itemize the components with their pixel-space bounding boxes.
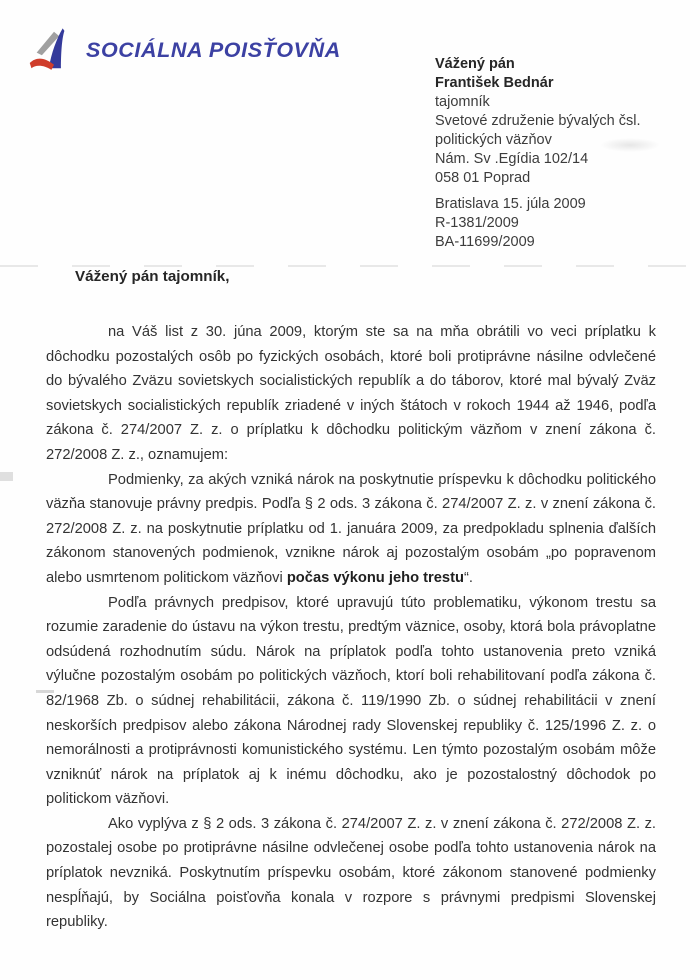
paragraph-1: na Váš list z 30. júna 2009, ktorým ste sa na mňa obrátili vo veci príplatku k dôchodku pozostalých osôb po fyzických osobách, ktoré boli protiprávne násilne odvlečené do bývalého Zväzu sovietskych socialistických republík a do táborov, ktoré mal bývalý Zväz sovietskych socialistických republík zriadené v iných štátoch v rokoch 1944 až 1946, podľa zákona č. 274/2007 Z. z. o príplatku k dôchodku politickým väzňom v znení zákona č. 272/2008 Z. z., oznamujem:: [46, 324, 656, 463]
scan-artifact-smudge: [600, 138, 660, 152]
reference-block: [435, 195, 641, 252]
socialna-poistovna-logo: [28, 26, 341, 74]
recipient-address-block: [435, 55, 641, 252]
recipient-line: Vážený pán: [435, 56, 515, 72]
scan-artifact-line: [0, 265, 700, 267]
salutation: Vážený pán tajomník,: [75, 268, 230, 285]
logo-text: SOCIÁLNA POISŤOVŇA: [86, 37, 341, 62]
paragraph-2-text: Podmienky, za akých vzniká nárok na poskytnutie príspevku k dôchodku politického väzňa stanovuje právny predpis. Podľa § 2 ods. 3 zákona č. 274/2007 Z. z. v znení zákona č. 272/2008 Z. z. na poskytnutie príplatku od 1. januára 2009, za predpokladu splnenia ďalších zákonom stanovených podmienok, vznikne nárok aj pozostalým osobám „po popravenom alebo usmrtenom politickom väzňovi: [46, 471, 656, 586]
scan-artifact-mark: [0, 472, 13, 481]
place-date: Bratislava 15. júla 2009: [435, 196, 586, 212]
recipient-line: politických väzňov: [435, 132, 552, 148]
reference-number: BA-11699/2009: [435, 234, 535, 250]
recipient-line: tajomník: [435, 94, 490, 110]
logo-mark-icon: [28, 26, 80, 74]
recipient-line: Nám. Sv .Egídia 102/14: [435, 151, 589, 167]
recipient-line: Svetové združenie bývalých čsl.: [435, 113, 641, 129]
paragraph-2-closing: “.: [463, 569, 473, 586]
paragraph-2-bold-phrase: počas výkonu jeho trestu: [286, 569, 464, 586]
paragraph-3: Podľa právnych predpisov, ktoré upravujú túto problematiku, výkonom trestu sa rozumie zaradenie do ústavu na výkon trestu, predtým väznice, osoby, ktorá bola právoplatne odsúdená rozhodnutím súdu. Nárok na príplatok podľa tohto ustanovenia preto vzniká výlučne pozostalým osobám po politických väzňoch, ktorí boli rehabilitovaní podľa zákona č. 82/1968 Zb. o súdnej rehabilitácii, zákona č. 119/1990 Zb. o súdnej rehabilitácii v znení neskorších predpisov alebo zákona Národnej rady Slovenskej republiky č. 125/1996 Z. z. o nemorálnosti a protiprávnosti komunistického systému. Len týmto pozostalým osobám môže vzniknúť nárok na príplatok aj k inému dôchodku, ako je pozostalostný dôchodok po politickom väzňovi.: [46, 594, 656, 808]
recipient-line: 058 01 Poprad: [435, 170, 531, 186]
recipient-line: František Bednár: [435, 75, 554, 91]
paragraph-4: Ako vyplýva z § 2 ods. 3 zákona č. 274/2007 Z. z. v znení zákona č. 272/2008 Z. z. pozostalej osobe po protiprávne násilne odvlečenej osobe podľa tohto ustanovenia nárok na príplatok nevzniká. Poskytnutím príspevku osobám, ktoré zákonom stanovené podmienky nespĺňajú, by Sociálna poisťovňa konala v rozpore s právnymi predpismi Slovenskej republiky.: [46, 815, 656, 931]
reference-number: R-1381/2009: [435, 215, 519, 231]
paragraph-2: [46, 468, 656, 591]
letter-body: [46, 320, 656, 935]
